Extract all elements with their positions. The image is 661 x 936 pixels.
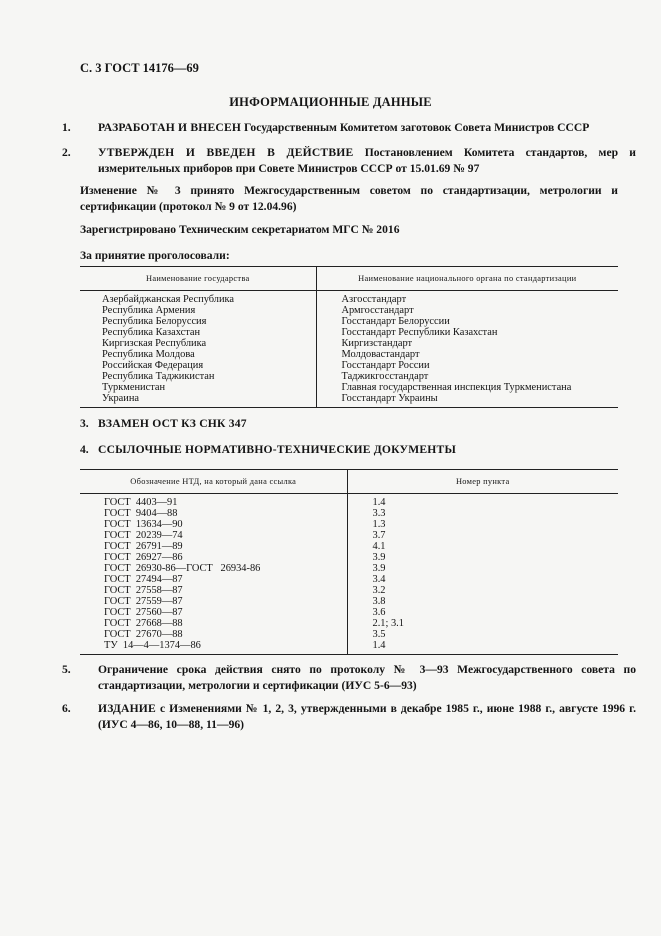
vote-caption: За принятие проголосовали:: [80, 249, 230, 262]
table-row: [80, 596, 618, 607]
item-1-number: 1.: [62, 121, 71, 134]
doc-designation: ГОСТ 26930-86—ГОСТ 26934-86: [80, 563, 347, 574]
clause-number: 1.4: [372, 497, 386, 508]
item-6-number: 6.: [62, 702, 71, 715]
doc-designation: ГОСТ 13634—90: [80, 519, 347, 530]
doc-designation: ГОСТ 4403—91: [80, 494, 347, 509]
state-name: Республика Казахстан: [80, 327, 316, 338]
clause-number: 3.2: [372, 585, 386, 596]
item-4: [80, 442, 618, 458]
table-row: [80, 585, 618, 596]
doc-designation: ГОСТ 26791—89: [80, 541, 347, 552]
doc-designation: ГОСТ 27668—88: [80, 618, 347, 629]
item-2-lead: УТВЕРЖДЕН И ВВЕДЕН В ДЕЙСТВИЕ: [98, 146, 354, 159]
item-5-text: Ограничение срока действия снято по протоколу № 3—93 Межгосударственного совета по стандартизации, метрологии и сертификации (ИУС 5-6—93): [98, 663, 636, 692]
table-row: [80, 371, 618, 382]
table-row: [80, 541, 618, 552]
item-3-number: 3.: [80, 417, 89, 430]
table-row: [80, 338, 618, 349]
references-table: [80, 469, 618, 655]
standards-body: Главная государственная инспекция Туркменистана: [341, 382, 572, 393]
clause-number: 1.4: [347, 640, 618, 655]
standards-body: Азгосстандарт: [341, 294, 407, 305]
item-4-number: 4.: [80, 443, 89, 456]
table-row: [80, 291, 618, 306]
table-row: [80, 349, 618, 360]
item-4-text: ССЫЛОЧНЫЕ НОРМАТИВНО-ТЕХНИЧЕСКИЕ ДОКУМЕНТЫ: [98, 443, 457, 456]
clause-number: 3.3: [372, 508, 386, 519]
doc-designation: ГОСТ 27559—87: [80, 596, 347, 607]
item-2: [62, 145, 636, 176]
standards-body: Госстандарт Белоруссии: [341, 316, 450, 327]
doc-designation: ГОСТ 27560—87: [80, 607, 347, 618]
section-title: ИНФОРМАЦИОННЫЕ ДАННЫЕ: [229, 95, 432, 109]
state-name: Азербайджанская Республика: [80, 291, 316, 306]
doc-designation: ТУ 14—4—1374—86: [80, 640, 347, 655]
item-1: [62, 120, 636, 136]
states-table-header-body: Наименование национального органа по стандартизации: [316, 267, 618, 291]
item-5: [62, 662, 636, 693]
table-row: [80, 552, 618, 563]
doc-designation: ГОСТ 20239—74: [80, 530, 347, 541]
item-2-text: Постановлением Комитета стандартов, мер и измерительных приборов при Совете Министров СССР от 15.01.69 № 97: [98, 146, 636, 175]
table-row: [80, 494, 618, 509]
standards-body: Таджикгосстандарт: [341, 371, 429, 382]
standards-body: Молдовастандарт: [341, 349, 420, 360]
item-5-number: 5.: [62, 663, 71, 676]
table-row: [80, 360, 618, 371]
table-row: [80, 316, 618, 327]
item-6: [62, 701, 636, 732]
table-row: [80, 530, 618, 541]
table-row: [80, 393, 618, 408]
standards-body: Киргизстандарт: [341, 338, 413, 349]
clause-number: 3.9: [372, 563, 386, 574]
state-name: Киргизская Республика: [80, 338, 316, 349]
clause-number: 3.5: [372, 629, 386, 640]
clause-number: 3.4: [372, 574, 386, 585]
doc-designation: ГОСТ 27558—87: [80, 585, 347, 596]
state-name: Республика Таджикистан: [80, 371, 316, 382]
states-table-header-state: Наименование государства: [80, 267, 316, 291]
item-1-text: Государственным Комитетом заготовок Совета Министров СССР: [241, 121, 590, 134]
registration-note: Зарегистрировано Техническим секретариатом МГС № 2016: [80, 223, 400, 236]
standards-body: Госстандарт России: [341, 360, 430, 371]
clause-number: 3.9: [372, 552, 386, 563]
table-row: [80, 640, 618, 655]
table-row: [80, 563, 618, 574]
item-2-number: 2.: [62, 146, 71, 159]
references-table-header-clause: Номер пункта: [347, 470, 618, 494]
state-name: Республика Белоруссия: [80, 316, 316, 327]
doc-designation: ГОСТ 26927—86: [80, 552, 347, 563]
doc-designation: ГОСТ 27670—88: [80, 629, 347, 640]
table-row: [80, 508, 618, 519]
standards-body: Госстандарт Украины: [316, 393, 618, 408]
table-row: [80, 607, 618, 618]
clause-number: 3.6: [372, 607, 386, 618]
table-row: [80, 382, 618, 393]
standards-body: Госстандарт Республики Казахстан: [341, 327, 498, 338]
clause-number: 4.1: [372, 541, 386, 552]
standards-body: Армгосстандарт: [341, 305, 414, 316]
table-row: [80, 618, 618, 629]
states-table: [80, 266, 618, 408]
doc-designation: ГОСТ 27494—87: [80, 574, 347, 585]
clause-number: 2.1; 3.1: [372, 618, 404, 629]
state-name: Республика Армения: [80, 305, 316, 316]
item-3: [80, 416, 618, 432]
clause-number: 1.3: [372, 519, 386, 530]
item-6-text: с Изменениями № 1, 2, 3, утвержденными в декабре 1985 г., июне 1988 г., августе 1996 г. (ИУС 4—86, 10—88, 11—96): [98, 702, 636, 731]
table-row: [80, 327, 618, 338]
item-1-lead: РАЗРАБОТАН И ВНЕСЕН: [98, 121, 242, 134]
change-note: Изменение № 3 принято Межгосударственным советом по стандартизации, метрологии и сертификации (протокол № 9 от 12.04.96): [80, 184, 618, 213]
state-name: Республика Молдова: [80, 349, 316, 360]
clause-number: 3.8: [372, 596, 386, 607]
state-name: Туркменистан: [80, 382, 316, 393]
table-row: [80, 519, 618, 530]
table-row: [80, 574, 618, 585]
state-name: Российская Федерация: [80, 360, 316, 371]
clause-number: 3.7: [372, 530, 386, 541]
table-row: [80, 629, 618, 640]
page-header: С. 3 ГОСТ 14176—69: [80, 61, 199, 75]
references-table-header-doc: Обозначение НТД, на который дана ссылка: [80, 470, 347, 494]
table-row: [80, 305, 618, 316]
item-6-lead: ИЗДАНИЕ: [98, 702, 156, 715]
item-3-text: ВЗАМЕН ОСТ КЗ СНК 347: [98, 417, 247, 430]
doc-designation: ГОСТ 9404—88: [80, 508, 347, 519]
state-name: Украина: [80, 393, 316, 408]
